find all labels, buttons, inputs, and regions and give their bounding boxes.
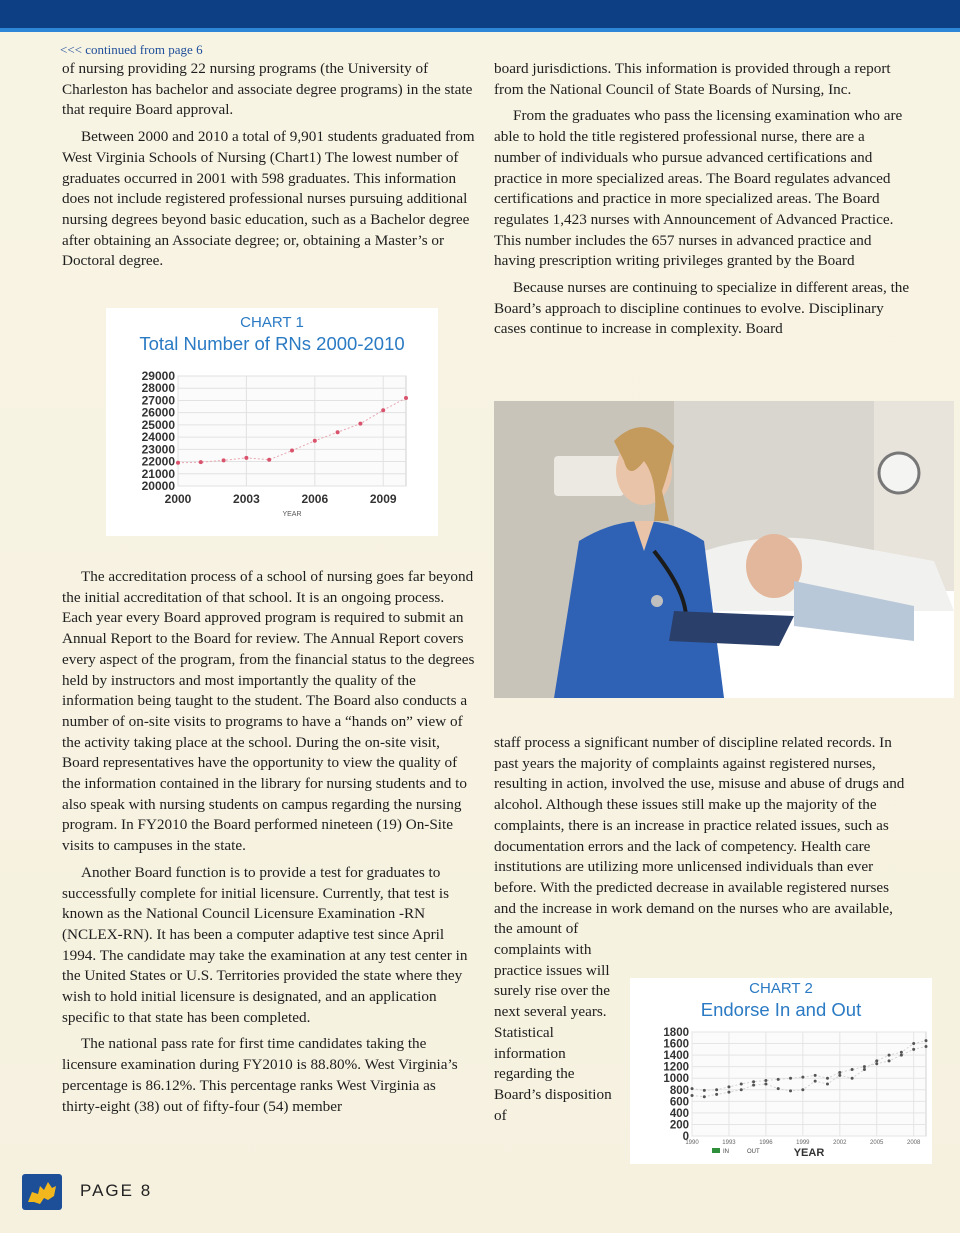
paragraph: The accreditation process of a school of nursing goes far beyond the initial accreditation of that school. It is an ongoing process. Each year every Board approved program is required to submit an Annual Report to the Board for review. The Annual Report covers every aspect of the program, from the financial status to the degrees held by instructors and most importantly the quality of the information being taught to the student. The Board also conducts a number of on-site visits to programs to have a “hands on” view of the activity taking place at the school. During the on-site visit, Board representatives have the opportunity to view the quality of the information contained in the library for nursing students and to also speak with nursing students on campus regarding the nursing program. In FY2010 the Board performed nineteen (19) On-Site visits to campuses in the state. [62,568,475,855]
data-point [814,1074,817,1077]
data-point [199,460,203,464]
x-tick-label: 1999 [796,1140,810,1146]
y-tick-label: 1200 [663,1061,689,1074]
y-tick-label: 21000 [141,466,175,481]
nurse-patient-photo [494,401,954,698]
legend-label-out: OUT [747,1149,760,1155]
data-point [888,1059,891,1062]
data-point [777,1087,780,1090]
paragraph: of nursing providing 22 nursing programs (the University of Charleston has bachelor and associate degree programs) in the state that require Board approval. [62,60,473,119]
y-tick-label: 200 [669,1119,689,1132]
y-tick-label: 20000 [141,479,175,493]
paragraph: The national pass rate for first time candidates taking the licensure examination during FY2010 is 88.80%. West Virginia’s percentage is 86.12%. This percentage ranks West Virginia as thirty-eight (38) out of fifty-four (54) member [62,1035,458,1115]
data-point [789,1077,792,1080]
x-tick-label: 1993 [722,1140,736,1146]
paragraph: board jurisdictions. This information is provided through a report from the National Council of State Boards of Nursing, Inc. [494,60,891,98]
data-point [691,1087,694,1090]
x-tick-label: 2002 [833,1140,847,1146]
legend-swatch-in [712,1148,720,1153]
chart-1-plot [106,358,438,538]
data-point [752,1080,755,1083]
x-tick-label: 2006 [301,492,329,506]
x-tick-label: 2008 [907,1140,921,1146]
data-point [777,1078,780,1081]
y-tick-label: 22000 [141,454,175,469]
header-bar [0,0,960,28]
x-tick-label: 2009 [369,492,397,506]
data-point [727,1085,730,1088]
data-point [290,449,294,453]
y-tick-label: 1600 [663,1038,689,1051]
y-tick-label: 27000 [141,393,175,408]
y-tick-label: 1400 [663,1050,689,1063]
y-tick-label: 600 [669,1096,689,1109]
data-point [814,1080,817,1083]
data-point [715,1088,718,1091]
data-point [838,1074,841,1077]
data-point [801,1076,804,1079]
data-point [851,1077,854,1080]
y-tick-label: 28000 [141,381,175,396]
chart-2-label: CHART 2 [749,980,813,997]
left-column-top [62,59,476,278]
data-point [764,1083,767,1086]
x-tick-label: 2000 [164,492,192,506]
data-point [900,1051,903,1054]
legend-label-in: IN [723,1149,729,1155]
data-point [358,422,362,426]
data-point [715,1093,718,1096]
plot-area [178,376,406,486]
y-tick-label: 26000 [141,405,175,420]
data-point [801,1088,804,1091]
data-point [925,1039,928,1042]
header-accent-line [0,28,960,32]
chart-1-title: Total Number of RNs 2000-2010 [139,333,405,354]
data-point [925,1045,928,1048]
data-point [900,1054,903,1057]
data-point [863,1068,866,1071]
data-point [244,456,248,460]
data-point [752,1084,755,1087]
west-virginia-logo-icon [22,1174,62,1210]
chart-1-label: CHART 1 [240,314,304,331]
data-point [851,1068,854,1071]
chart-2 [630,978,932,1164]
data-point [789,1089,792,1092]
x-tick-label: 2003 [233,492,260,506]
y-tick-label: 23000 [141,442,175,457]
x-axis-label: YEAR [793,1147,825,1159]
paragraph: From the graduates who pass the licensing examination who are able to hold the title registered professional nurse, there are a number of individuals who pursue advanced certifications and practice in more specialized areas. The Board regulates advanced certifications and practice in more specialized areas. The Board regulates 1,423 nurses with Announcement of Advanced Practice. This number includes the 657 nurses in advanced practice and having prescription writing privileges granted by the Board [494,107,903,270]
paragraph: Between 2000 and 2010 a total of 9,901 students graduated from West Virginia Schools of Nursing (Chart1) The lowest number of graduates occurred in 2001 with 598 graduates. This information does not include registered professional nurses pursuing additional nursing degrees beyond basic education, such as a Bachelor degree after obtaining an Associate degree; or, obtaining a Master’s or Doctoral degree. [62,128,475,270]
chart-2-plot [630,1024,932,1164]
data-point [222,458,226,462]
x-tick-label: 2005 [870,1140,884,1146]
y-tick-label: 800 [669,1084,689,1097]
y-tick-label: 29000 [141,369,175,383]
data-point [764,1079,767,1082]
y-tick-label: 25000 [141,417,175,432]
paragraph: staff process a significant number of discipline related records. In past years the majority of complaints against registered nurses, resulting in action, involved the use, misuse and abuse of drugs and alcohol. Although these issues still make up the majority of the complaints, there is an increase in practice related issues, such as documentation errors and the lack of competency. Health care institutions are utilizing more unlicensed individuals than ever before. With the predicted decrease in available registered nurses and the increase in work demand on the nurses who are available, [494,734,905,917]
data-point [336,430,340,434]
data-point [740,1083,743,1086]
data-point [404,396,408,400]
plot-area [692,1032,926,1136]
paragraph: Because nurses are continuing to specialize in different areas, the Board’s approach to discipline continues to evolve. Disciplinary cases continue to increase in complexity. Board [494,279,910,338]
y-tick-label: 400 [669,1107,689,1120]
data-point [875,1059,878,1062]
y-tick-label: 0 [682,1131,689,1143]
data-point [691,1094,694,1097]
chart-1 [106,308,438,536]
x-axis-label: YEAR [282,511,302,518]
data-point [727,1091,730,1094]
data-point [176,461,180,465]
left-column-bottom [62,567,476,1123]
x-tick-label: 1996 [759,1140,773,1146]
chart-2-title: Endorse In and Out [700,999,862,1020]
right-column-top [494,59,912,346]
page-number: PAGE 8 [80,1181,153,1200]
data-point [313,439,317,443]
data-point [912,1042,915,1045]
data-point [888,1054,891,1057]
paragraph-narrow: the amount of complaints with practice issues will surely rise over the next several years. Statistical information regarding the Board’s disposition of [494,920,612,1124]
y-tick-label: 1800 [663,1027,689,1039]
data-point [381,408,385,412]
data-point [703,1089,706,1092]
data-point [912,1048,915,1051]
y-tick-label: 1000 [663,1073,689,1086]
data-point [826,1077,829,1080]
data-point [826,1083,829,1086]
continued-link[interactable]: <<< continued from page 6 [60,42,203,57]
data-point [875,1062,878,1065]
data-point [838,1071,841,1074]
data-point [267,458,271,462]
y-tick-label: 24000 [141,430,175,445]
x-tick-label: 1990 [685,1140,699,1146]
data-point [863,1065,866,1068]
data-point [740,1088,743,1091]
data-point [703,1095,706,1098]
paragraph: Another Board function is to provide a test for graduates to successfully complete for initial licensure. Currently, that test is known as the National Council Licensure Examination -RN (NCLEX-RN). It has been a computer adaptive test since April 1994. The candidate may take the examination at any test center in the United States or U.S. Territories provided the state where they wish to hold initial licensure is designated, and an application specific to that state has been completed. [62,863,468,1026]
